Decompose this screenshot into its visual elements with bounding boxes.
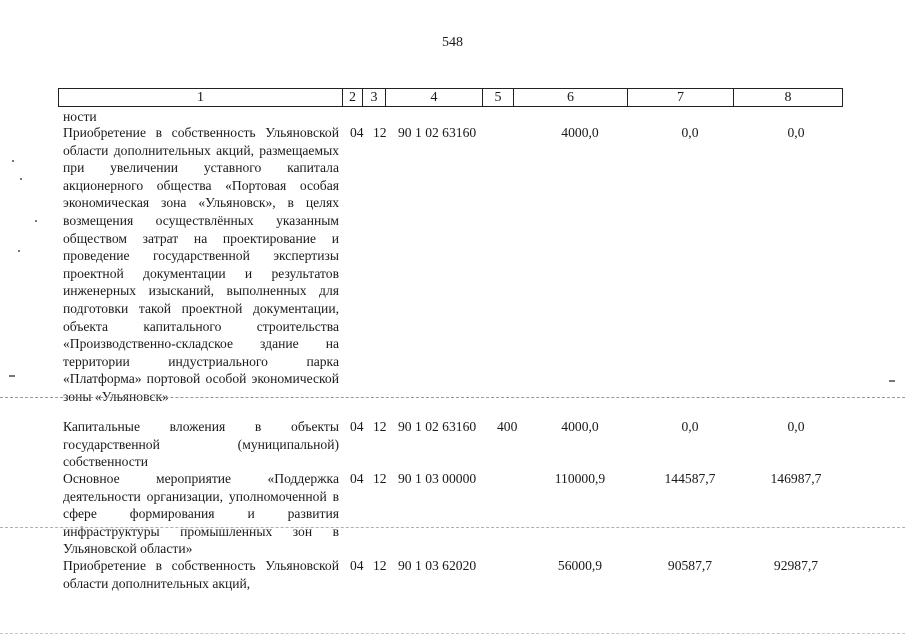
row-amount-col7: 0,0 [681,419,699,434]
continuation-text: ности [63,109,97,124]
header-row [59,89,843,107]
header-col-7: 7 [628,89,734,107]
row-amount-col7: 90587,7 [667,558,713,573]
scan-speck [18,250,20,252]
scan-artifact-line [0,527,905,528]
row-subsection: 12 [373,419,387,434]
row-target-code: 90 1 02 63160 [398,419,477,434]
row-amount-col6: 4000,0 [561,125,599,140]
row-amount-col8: 146987,7 [770,471,822,486]
row-amount-col8: 0,0 [787,419,805,434]
row-amount-col8: 92987,7 [773,558,819,573]
row-description: Приобретение в собственность Ульяновской области дополнительных акций, [63,558,339,591]
row-section: 04 [350,471,364,486]
row-section: 04 [350,125,364,140]
row-expense-type: 400 [497,419,518,434]
row-description: Основное мероприятие «Поддержка деятельности организации, уполномоченной в сфере формирования и развития инфраструктуры промышленных зон в Ульяновской области» [63,471,339,557]
scan-artifact-line [0,633,905,634]
row-description: Приобретение в собственность Ульяновской области дополнительных акций, размещаемых при увеличении уставного капитала акционерного общества «Портовая особая экономическая зона «Ульяновск», в целях возмещения осуществлённых указанным обществом затрат на проектирование и проведение государственной экспертизы проектной документации и результатов инженерных изысканий, выполненных для подготовки такой проектной документации, объекта капитального строительства «Производственно-складское здание на территории индустриального парка «Платформа» портовой особой экономической зоны «Ульяновск» [63,125,339,404]
row-amount-col7: 144587,7 [664,471,716,486]
row-target-code: 90 1 03 62020 [398,558,477,573]
row-section: 04 [350,419,364,434]
scan-speck [889,380,895,382]
scan-speck [20,178,22,180]
row-target-code: 90 1 03 00000 [398,471,477,486]
header-col-8: 8 [734,89,843,107]
scan-artifact-line [0,397,905,398]
header-col-6: 6 [514,89,628,107]
header-col-3: 3 [363,89,386,107]
header-col-4: 4 [386,89,483,107]
scan-speck [12,160,14,162]
scan-speck [9,375,15,377]
row-description: Капитальные вложения в объекты государственной (муниципальной) собственности [63,419,339,470]
row-target-code: 90 1 02 63160 [398,125,477,140]
row-amount-col8: 0,0 [787,125,805,140]
row-amount-col6: 4000,0 [561,419,599,434]
header-col-2: 2 [343,89,363,107]
row-subsection: 12 [373,125,387,140]
row-amount-col6: 110000,9 [554,471,606,486]
column-header-table [58,88,843,107]
header-col-1: 1 [59,89,343,107]
page-number: 548 [442,35,463,50]
row-subsection: 12 [373,558,387,573]
scan-speck [35,220,37,222]
row-amount-col7: 0,0 [681,125,699,140]
row-amount-col6: 56000,9 [557,558,603,573]
row-section: 04 [350,558,364,573]
row-subsection: 12 [373,471,387,486]
header-col-5: 5 [483,89,514,107]
